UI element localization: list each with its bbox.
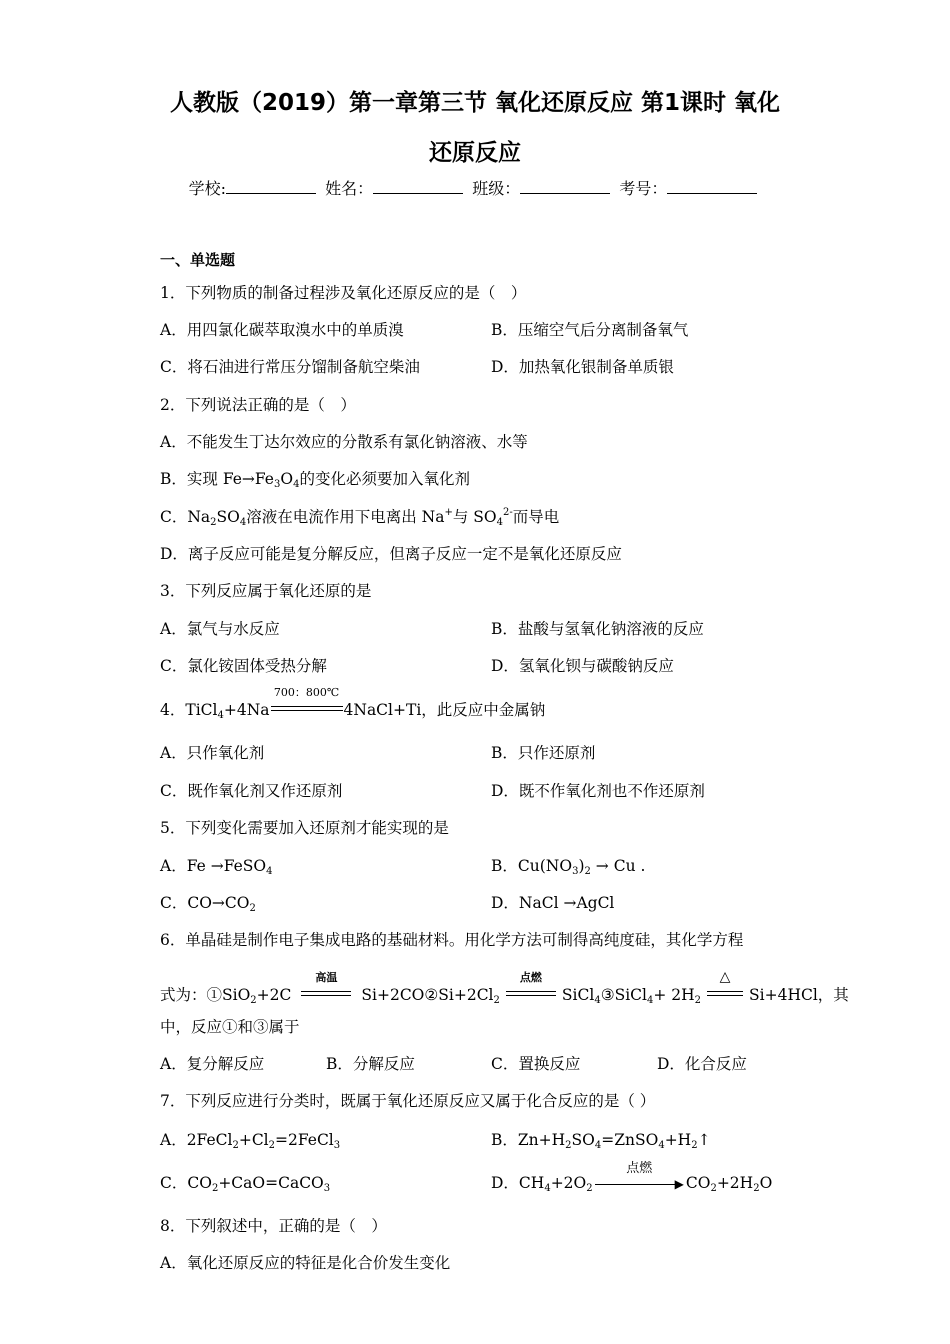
q1-option-c[interactable]: C．将石油进行常压分馏制备航空柴油 xyxy=(160,358,420,376)
q6-option-d[interactable]: D．化合反应 xyxy=(657,1055,747,1073)
q7-stem: 7．下列反应进行分类时，既属于氧化还原反应又属于化合反应的是（ ） xyxy=(160,1092,656,1110)
q6-stem-end: 中，反应①和③属于 xyxy=(160,1018,300,1036)
q2-option-b[interactable]: B．实现 $Fe\to Fe_3O_4$的变化必须要加入氧化剂 xyxy=(160,470,470,490)
q8-stem: 8．下列叙述中，正确的是（ ） xyxy=(160,1217,387,1235)
high-temp-condition: 高温 xyxy=(301,986,351,1004)
name-blank[interactable] xyxy=(373,179,463,194)
q4-option-d[interactable]: D．既不作氧化剂也不作还原剂 xyxy=(491,782,705,800)
name-label: 姓名： xyxy=(325,179,374,198)
q6-stem: 6．单晶硅是制作电子集成电路的基础材料。用化学方法可制得高纯度硅，其化学方程 xyxy=(160,931,744,949)
q7-option-d[interactable]: D．$CH_4+2O_2$ 点燃 ▶ $CO_2+2H_2O$ xyxy=(491,1161,773,1194)
school-blank[interactable] xyxy=(226,179,316,194)
q4-option-b[interactable]: B．只作还原剂 xyxy=(491,744,596,762)
q1-option-d[interactable]: D．加热氧化银制备单质银 xyxy=(491,358,674,376)
class-label: 班级： xyxy=(472,179,521,198)
page-title-cont: 还原反应 xyxy=(429,140,521,166)
reaction-condition: 700：800℃ xyxy=(271,701,343,719)
q8-option-a[interactable]: A．氧化还原反应的特征是化合价发生变化 xyxy=(160,1254,451,1272)
q2-stem: 2．下列说法正确的是（ ） xyxy=(160,396,356,414)
q2-option-c[interactable]: C．$Na_2SO_4$溶液在电流作用下电离出 Na+与 $SO_4^{2-}$而导电 xyxy=(160,507,560,528)
q4-option-a[interactable]: A．只作氧化剂 xyxy=(160,744,265,762)
q2-option-a[interactable]: A．不能发生丁达尔效应的分散系有氯化钠溶液、水等 xyxy=(160,433,528,451)
q3-stem: 3．下列反应属于氧化还原的是 xyxy=(160,582,372,600)
id-label: 考号： xyxy=(619,179,668,198)
id-blank[interactable] xyxy=(667,179,757,194)
section-heading: 一、单选题 xyxy=(160,251,236,269)
q6-option-a[interactable]: A．复分解反应 xyxy=(160,1055,265,1073)
q2-option-d[interactable]: D．离子反应可能是复分解反应，但离子反应一定不是氧化还原反应 xyxy=(160,545,622,563)
q1-option-a[interactable]: A．用四氯化碳萃取溴水中的单质溴 xyxy=(160,321,404,339)
q3-option-b[interactable]: B．盐酸与氢氧化钠溶液的反应 xyxy=(491,620,704,638)
q7-option-b[interactable]: B．$Zn+H_2SO_4=ZnSO_4+H_2↑$ xyxy=(491,1131,711,1151)
q5-option-c[interactable]: C．$CO\to CO_2$ xyxy=(160,894,256,914)
ignite-condition: 点燃 xyxy=(506,986,556,1004)
q3-option-d[interactable]: D．氢氧化钡与碳酸钠反应 xyxy=(491,657,674,675)
student-info xyxy=(0,176,950,199)
heat-condition: △ xyxy=(707,986,743,1004)
q7-option-c[interactable]: C．$CO_2+CaO=CaCO_3$ xyxy=(160,1174,331,1194)
ignite-arrow: 点燃 ▶ xyxy=(595,1174,684,1192)
q1-option-b[interactable]: B．压缩空气后分离制备氧气 xyxy=(491,321,689,339)
page-title: 人教版（2019）第一章第三节 氧化还原反应 第1课时 氧化 xyxy=(169,90,781,116)
q1-stem: 1．下列物质的制备过程涉及氧化还原反应的是（ ） xyxy=(160,284,527,302)
q3-option-c[interactable]: C．氯化铵固体受热分解 xyxy=(160,657,327,675)
q5-option-b[interactable]: B．$Cu(NO_3)_2 \to Cu$ . xyxy=(491,857,646,877)
q6-option-c[interactable]: C．置换反应 xyxy=(491,1055,581,1073)
q5-stem: 5．下列变化需要加入还原剂才能实现的是 xyxy=(160,819,449,837)
class-blank[interactable] xyxy=(520,179,610,194)
q5-option-d[interactable]: D．NaCl →AgCl xyxy=(491,894,615,912)
q5-option-a[interactable]: A．Fe →FeSO$_4$ xyxy=(160,857,273,877)
q3-option-a[interactable]: A．氯气与水反应 xyxy=(160,620,280,638)
school-label: 学校: xyxy=(188,179,227,198)
q4-option-c[interactable]: C．既作氧化剂又作还原剂 xyxy=(160,782,343,800)
q4-stem: 4．TiCl$_4$+4Na 700：800℃ 4NaCl+Ti，此反应中金属钠 xyxy=(160,686,546,721)
q6-option-b[interactable]: B．分解反应 xyxy=(326,1055,415,1073)
q7-option-a[interactable]: A．$2FeCl_2+Cl_2=2FeCl_3$ xyxy=(160,1131,341,1151)
q6-equations: 式为：①SiO$_2$+2C 高温 $Si+2CO②Si+2Cl_2$ 点燃 SiCl$_4$③SiCl$_4$+ $2H_2$ △ Si+4HCl，其 xyxy=(160,969,849,1006)
